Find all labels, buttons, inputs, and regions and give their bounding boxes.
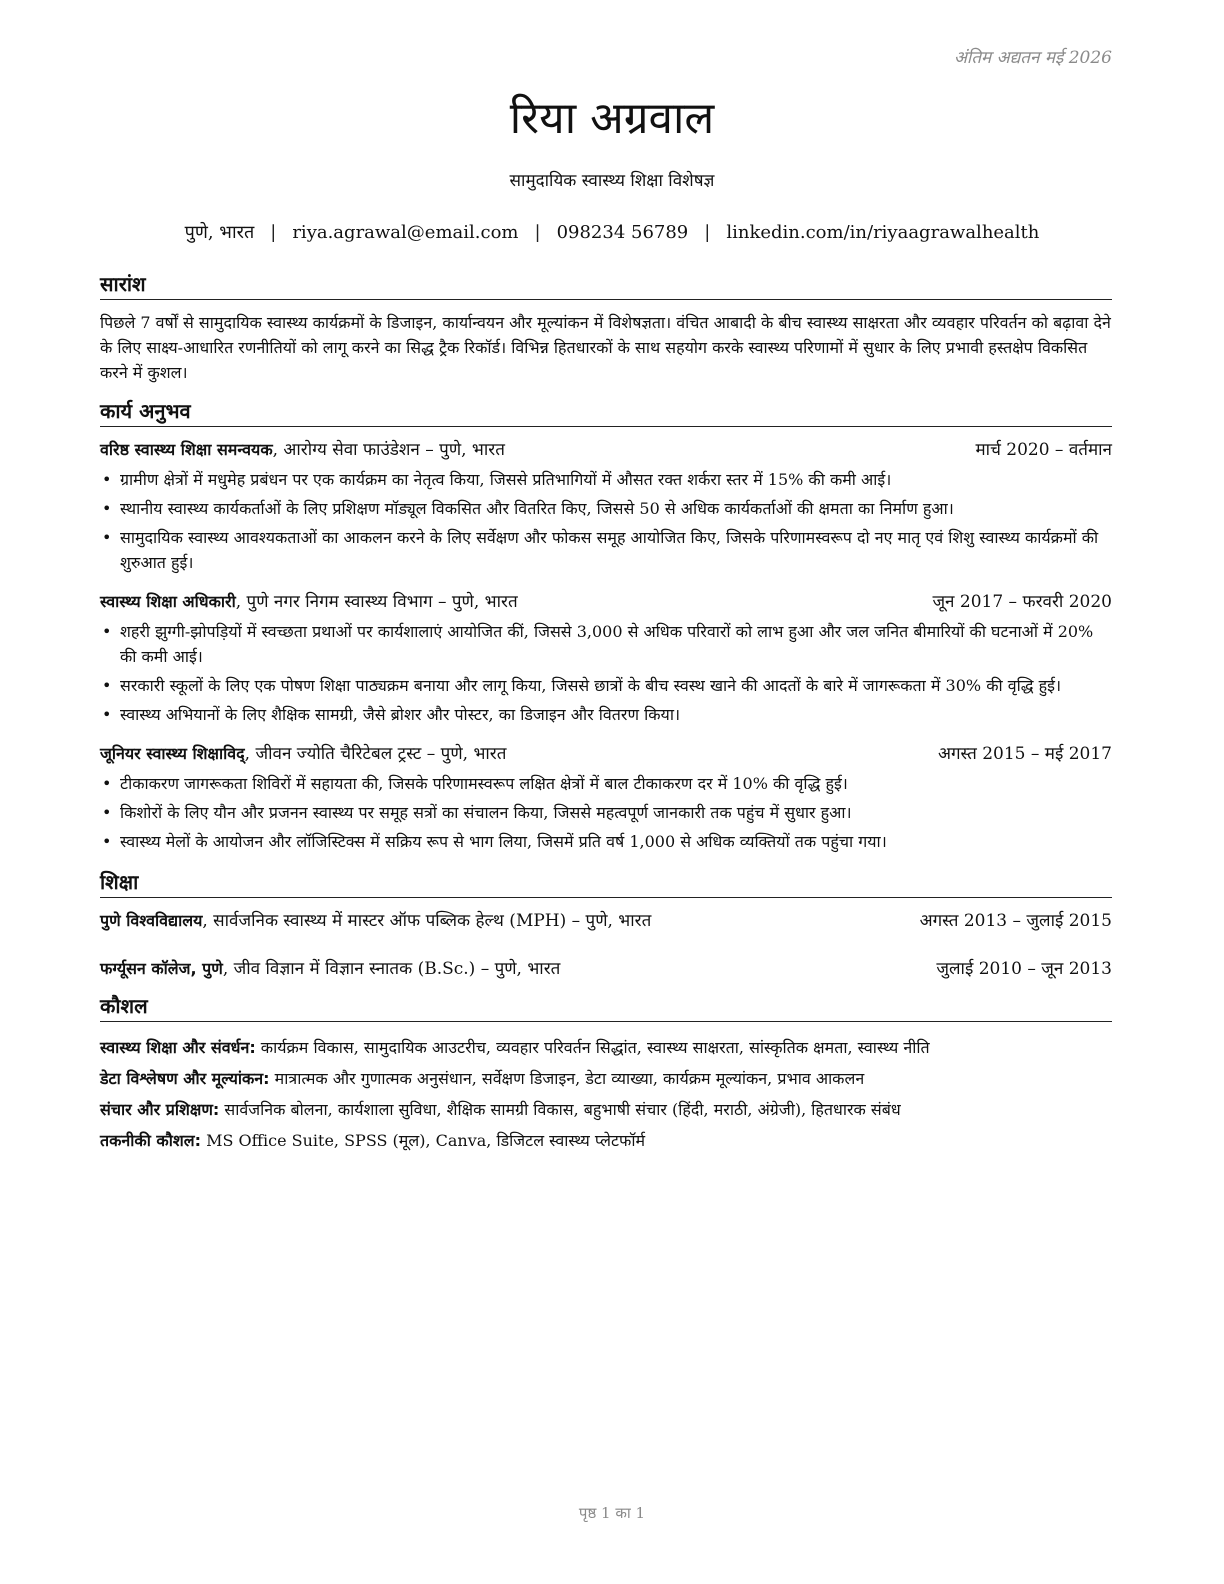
job-bullet: • ग्रामीण क्षेत्रों में मधुमेह प्रबंधन पर एक कार्यक्रम का नेतृत्व किया, जिससे प्रतिभागियों में औसत रक्त शर्करा स्तर में 15% की कमी आई। bbox=[100, 467, 1112, 492]
summary-text: पिछले 7 वर्षों से सामुदायिक स्वास्थ्य कार्यक्रमों के डिजाइन, कार्यान्वयन और मूल्यांकन में विशेषज्ञता। वंचित आबादी के बीच स्वास्थ्य साक्षरता और व्यवहार परिवर्तन को बढ़ावा देने के लिए साक्ष्य-आधारित रणनीतियों को लागू करने का सिद्ध ट्रैक रिकॉर्ड। विभिन्न हितधारकों के साथ सहयोग करके स्वास्थ्य परिणामों में सुधार के लिए प्रभावी हस्तक्षेप विकसित करने में कुशल। bbox=[100, 313, 1111, 382]
job-org: , जीवन ज्योति चैरिटेबल ट्रस्ट – पुणे, भारत bbox=[244, 744, 507, 764]
education-school: फर्ग्यूसन कॉलेज, पुणे bbox=[100, 959, 223, 978]
job-bullet: • स्थानीय स्वास्थ्य कार्यकर्ताओं के लिए प्रशिक्षण मॉड्यूल विकसित और वितरित किए, जिससे 50 से अधिक कार्यकर्ताओं की क्षमता का निर्माण हुआ। bbox=[100, 496, 1112, 521]
skill-label: संचार और प्रशिक्षण: bbox=[100, 1100, 220, 1119]
skill-label: स्वास्थ्य शिक्षा और संवर्धन: bbox=[100, 1038, 256, 1057]
job-bullet: • किशोरों के लिए यौन और प्रजनन स्वास्थ्य पर समूह सत्रों का संचालन किया, जिससे महत्वपूर्ण जानकारी तक पहुंच में सुधार हुआ। bbox=[100, 800, 1112, 825]
job-bullet: • सरकारी स्कूलों के लिए एक पोषण शिक्षा पाठ्यक्रम बनाया और लागू किया, जिससे छात्रों के बीच स्वस्थ खाने की आदतों के बारे में जागरूकता में 30% की वृद्धि हुई। bbox=[100, 673, 1112, 698]
candidate-name: रिया अग्रवाल bbox=[509, 93, 715, 144]
summary-heading: सारांश bbox=[100, 270, 1112, 300]
job-bullet: • टीकाकरण जागरूकता शिविरों में सहायता की, जिसके परिणामस्वरूप लक्षित क्षेत्रों में बाल टीकाकरण दर में 10% की वृद्धि हुई। bbox=[100, 771, 1112, 796]
education-dates: जुलाई 2010 – जून 2013 bbox=[936, 959, 1112, 979]
job-header bbox=[100, 589, 1112, 615]
skill-value: मात्रात्मक और गुणात्मक अनुसंधान, सर्वेक्षण डिजाइन, डेटा व्याख्या, कार्यक्रम मूल्यांकन, प्रभाव आकलन bbox=[269, 1069, 865, 1088]
job-entry bbox=[100, 437, 1112, 575]
education-entry bbox=[100, 956, 1112, 982]
education-dates: अगस्त 2013 – जुलाई 2015 bbox=[919, 911, 1112, 931]
page-number: पृष्ठ 1 का 1 bbox=[578, 1504, 646, 1522]
education-school: पुणे विश्वविद्यालय bbox=[100, 911, 203, 930]
job-org: , आरोग्य सेवा फाउंडेशन – पुणे, भारत bbox=[272, 440, 505, 460]
resume-body bbox=[100, 270, 1112, 1156]
job-bullets bbox=[100, 467, 1112, 575]
job-dates: जून 2017 – फरवरी 2020 bbox=[932, 592, 1112, 612]
job-title: स्वास्थ्य शिक्षा अधिकारी bbox=[100, 592, 236, 611]
contact-phone: 098234 56789 bbox=[556, 222, 689, 243]
contact-line bbox=[0, 220, 1224, 244]
contact-separator: | bbox=[270, 222, 277, 243]
education-detail: , जीव विज्ञान में विज्ञान स्नातक (B.Sc.) – पुणे, भारत bbox=[222, 959, 561, 979]
job-bullet: • सामुदायिक स्वास्थ्य आवश्यकताओं का आकलन करने के लिए सर्वेक्षण और फोकस समूह आयोजित किए, जिसके परिणामस्वरूप दो नए मातृ एवं शिशु स्वास्थ्य कार्यक्रमों की शुरुआत हुई। bbox=[100, 525, 1112, 575]
skill-label: डेटा विश्लेषण और मूल्यांकन: bbox=[100, 1069, 270, 1088]
job-title: वरिष्ठ स्वास्थ्य शिक्षा समन्वयक bbox=[100, 440, 273, 459]
job-title: जूनियर स्वास्थ्य शिक्षाविद् bbox=[100, 744, 245, 763]
experience-heading: कार्य अनुभव bbox=[100, 397, 1112, 427]
contact-email[interactable]: riya.agrawal@email.com bbox=[292, 222, 519, 243]
skill-value: MS Office Suite, SPSS (मूल), Canva, डिजिटल स्वास्थ्य प्लेटफॉर्म bbox=[201, 1131, 646, 1150]
job-entry bbox=[100, 741, 1112, 854]
contact-linkedin[interactable]: linkedin.com/in/riyaagrawalhealth bbox=[726, 222, 1040, 243]
job-header bbox=[100, 437, 1112, 463]
job-bullets bbox=[100, 771, 1112, 854]
skill-line bbox=[100, 1063, 1112, 1094]
skill-value: कार्यक्रम विकास, सामुदायिक आउटरीच, व्यवहार परिवर्तन सिद्धांत, स्वास्थ्य साक्षरता, सांस्कृतिक क्षमता, स्वास्थ्य नीति bbox=[255, 1038, 930, 1057]
skill-line bbox=[100, 1094, 1112, 1125]
job-org: , पुणे नगर निगम स्वास्थ्य विभाग – पुणे, भारत bbox=[235, 592, 518, 612]
skill-label: तकनीकी कौशल: bbox=[100, 1131, 201, 1150]
skill-value: सार्वजनिक बोलना, कार्यशाला सुविधा, शैक्षिक सामग्री विकास, बहुभाषी संचार (हिंदी, मराठी, अंग्रेजी), हितधारक संबंध bbox=[219, 1100, 901, 1119]
education-heading: शिक्षा bbox=[100, 868, 1112, 898]
job-dates: अगस्त 2015 – मई 2017 bbox=[937, 744, 1112, 764]
job-bullets bbox=[100, 619, 1112, 727]
job-header bbox=[100, 741, 1112, 767]
contact-separator: | bbox=[704, 222, 711, 243]
last-updated: अंतिम अद्यतन मई 2026 bbox=[953, 48, 1112, 68]
education-entry bbox=[100, 908, 1112, 934]
tagline: सामुदायिक स्वास्थ्य शिक्षा विशेषज्ञ bbox=[509, 171, 715, 191]
job-entry bbox=[100, 589, 1112, 727]
skill-line bbox=[100, 1125, 1112, 1156]
skills-heading: कौशल bbox=[100, 992, 1112, 1022]
contact-separator: | bbox=[534, 222, 541, 243]
job-bullet: • स्वास्थ्य अभियानों के लिए शैक्षिक सामग्री, जैसे ब्रोशर और पोस्टर, का डिजाइन और वितरण किया। bbox=[100, 702, 1112, 727]
job-dates: मार्च 2020 – वर्तमान bbox=[975, 440, 1112, 460]
job-bullet: • शहरी झुग्गी-झोपड़ियों में स्वच्छता प्रथाओं पर कार्यशालाएं आयोजित कीं, जिससे 3,000 से अधिक परिवारों को लाभ हुआ और जल जनित बीमारियों की घटनाओं में 20% की कमी आई। bbox=[100, 619, 1112, 669]
skill-line bbox=[100, 1032, 1112, 1063]
education-detail: , सार्वजनिक स्वास्थ्य में मास्टर ऑफ पब्लिक हेल्थ (MPH) – पुणे, भारत bbox=[202, 911, 652, 931]
job-bullet: • स्वास्थ्य मेलों के आयोजन और लॉजिस्टिक्स में सक्रिय रूप से भाग लिया, जिसमें प्रति वर्ष 1,000 से अधिक व्यक्तियों तक पहुंचा गया। bbox=[100, 829, 1112, 854]
contact-location: पुणे, भारत bbox=[184, 222, 255, 243]
